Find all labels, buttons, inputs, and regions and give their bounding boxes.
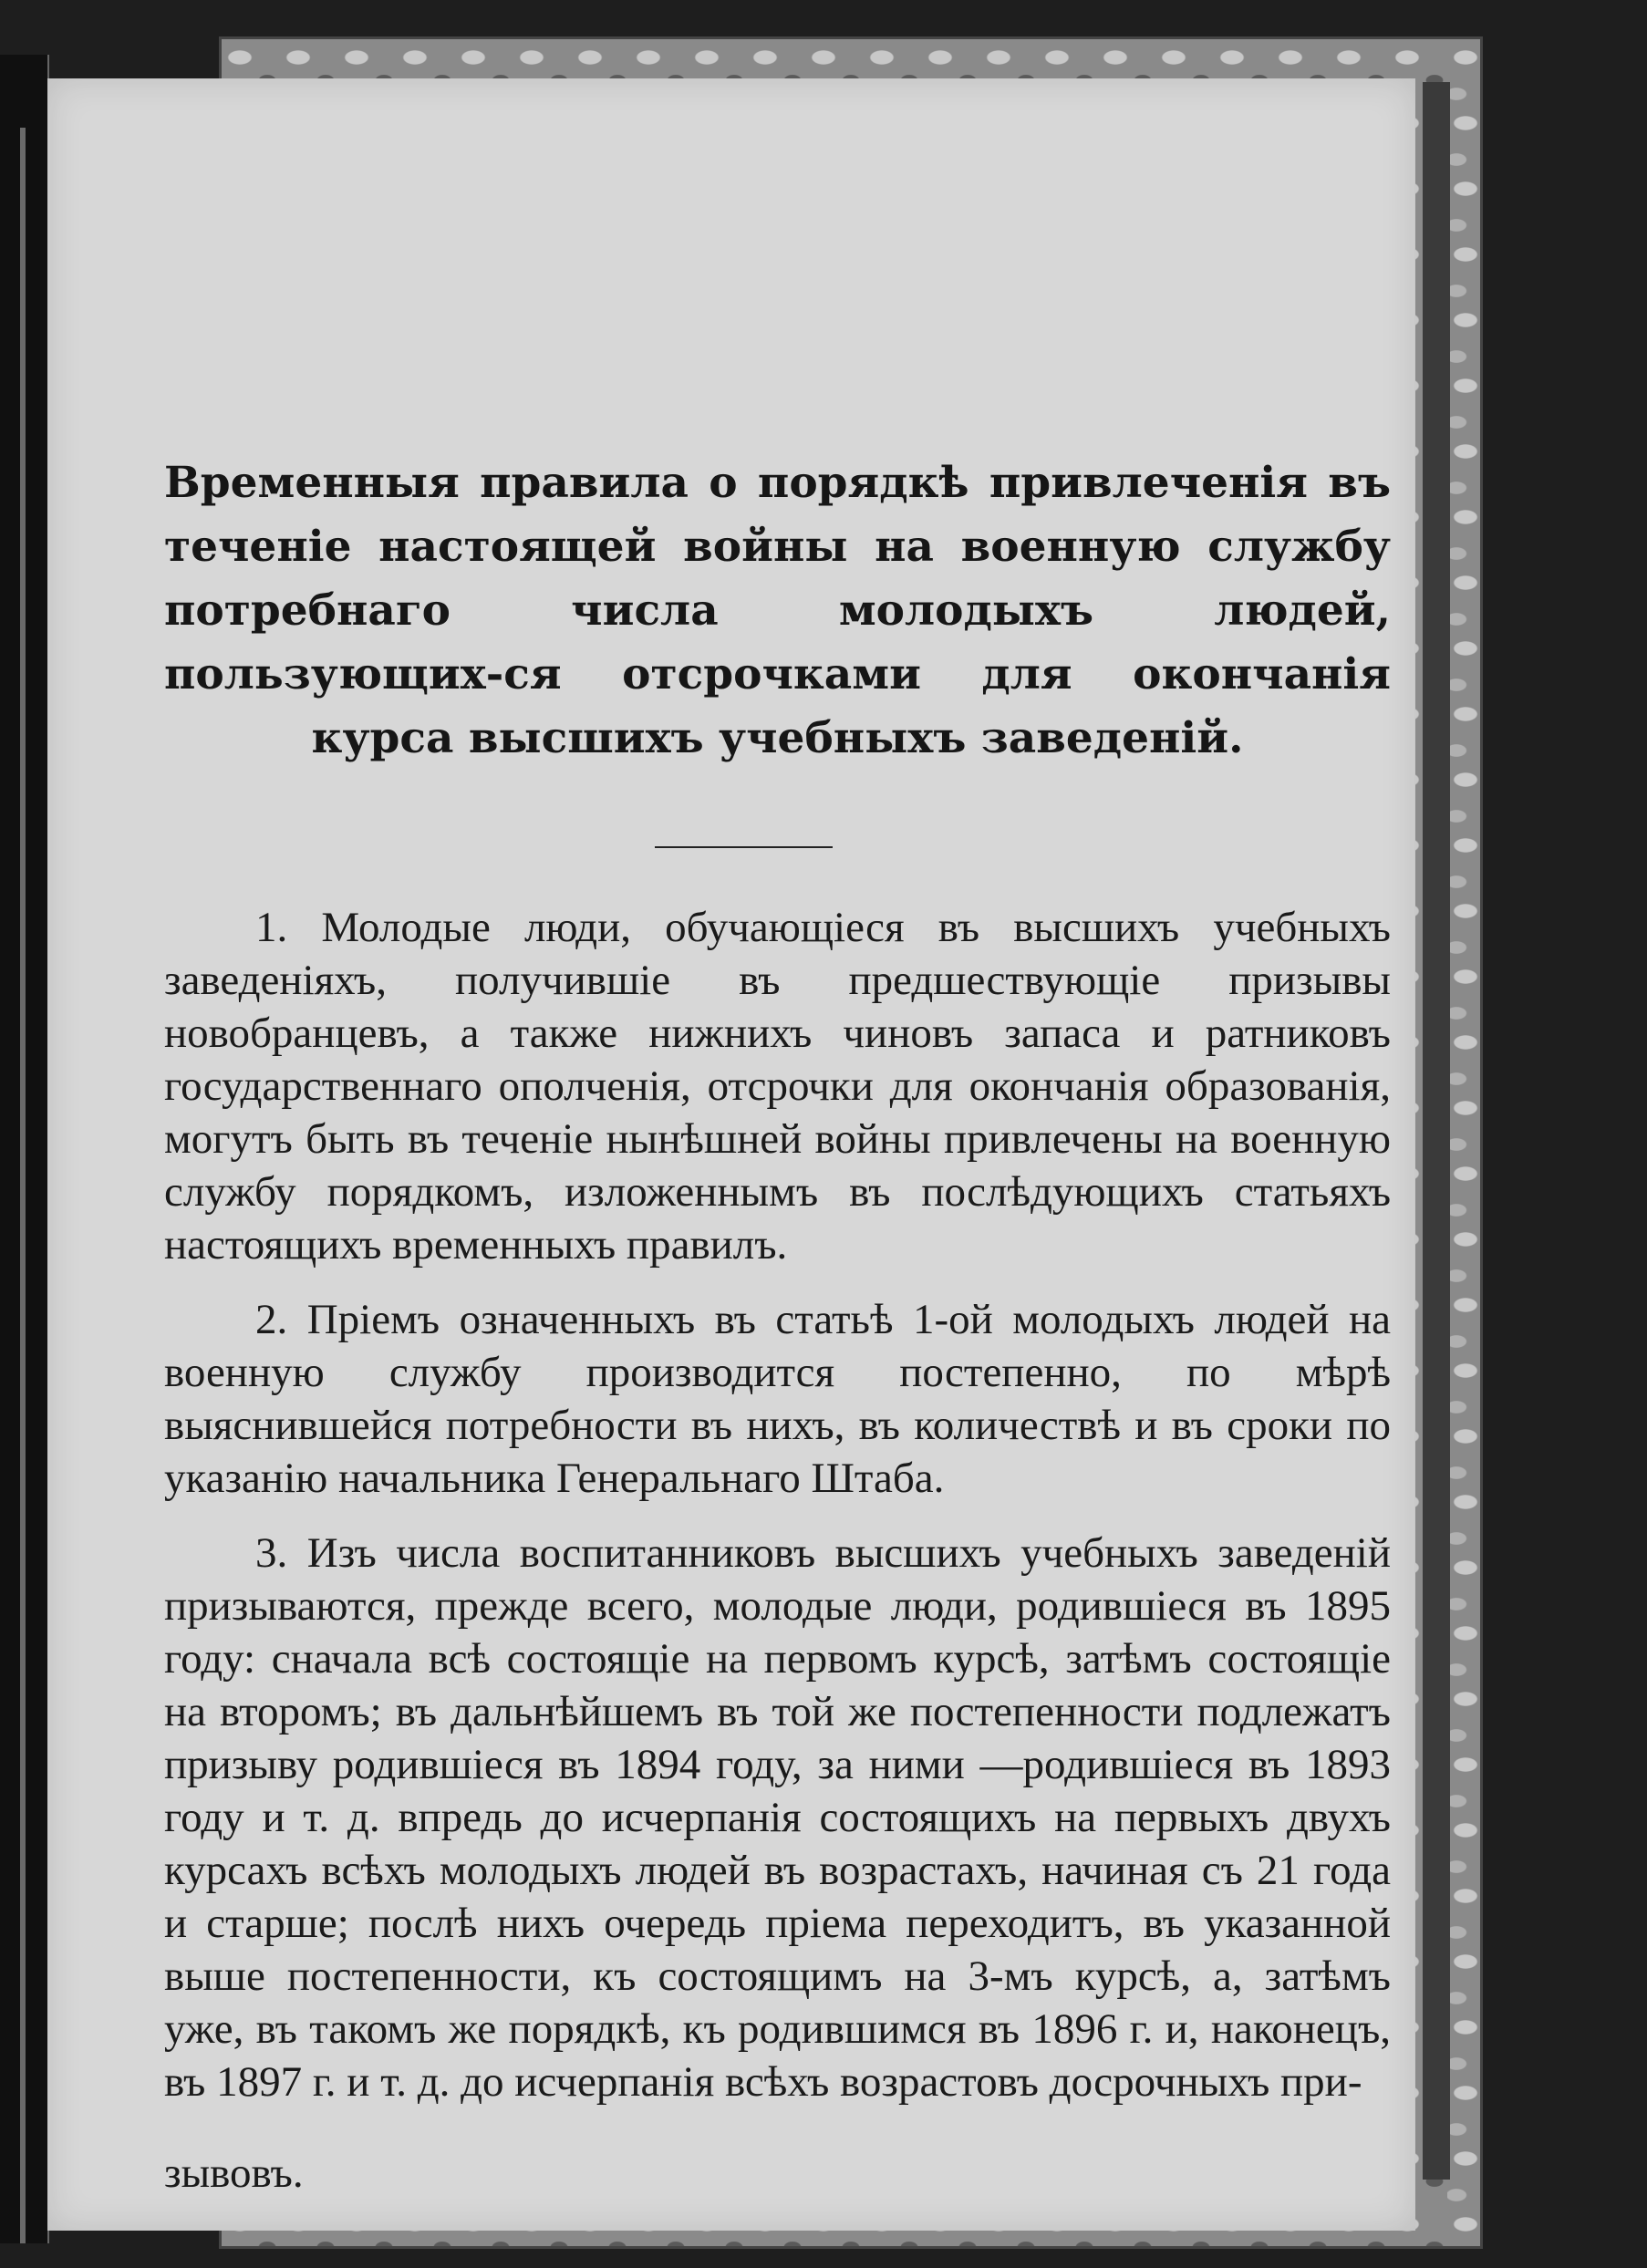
title-divider <box>655 846 833 848</box>
document-title: Временныя правила о порядкѣ привлеченія въ теченіе настоящей войны на военную службу потребнаго числа молодыхъ людей, пользующих-ся отсрочками для окончанія курса высшихъ учебныхъ заведеній. <box>164 458 1391 763</box>
previous-page-edge-line <box>20 128 26 2243</box>
cut-off-text: зывовъ. <box>164 2154 304 2190</box>
document-body <box>164 901 1391 2130</box>
paragraph-3: 3. Изъ числа воспитанниковъ высшихъ учебныхъ заведеній призываются, прежде всего, молодые люди, родившіеся въ 1895 году: сначала всѣ состоящіе на первомъ курсѣ, затѣмъ состоящіе на второмъ; въ дальнѣйшемъ въ той же постепенности подлежатъ призыву родившіеся въ 1894 году, за ними —родившіеся въ 1893 году и т. д. впредь до исчерпанія состоящихъ на первыхъ двухъ курсахъ всѣхъ молодыхъ людей въ возрастахъ, начиная съ 21 года и старше; послѣ нихъ очередь пріема переходитъ, въ указанной выше постепенности, къ состоящимъ на 3-мъ курсѣ, а, затѣмъ уже, въ такомъ же порядкѣ, къ родившимся въ 1896 г. и, наконецъ, въ 1897 г. и т. д. до исчерпанія всѣхъ возрастовъ досрочныхъ при- <box>164 1529 1391 2106</box>
paragraph-1: 1. Молодые люди, обучающіеся въ высшихъ учебныхъ заведеніяхъ, получившіе въ предшествующіе призывы новобранцевъ, а также нижнихъ чиновъ запаса и ратниковъ государственнаго ополченія, отсрочки для окончанія образованія, могутъ быть въ теченіе нынѣшней войны привлечены на военную службу порядкомъ, изложеннымъ въ послѣдующихъ статьяхъ настоящихъ временныхъ правилъ. <box>164 904 1391 1269</box>
paragraph-2: 2. Пріемъ означенныхъ въ статьѣ 1-ой молодыхъ людей на военную службу производится постепенно, по мѣрѣ выяснившейся потребности въ нихъ, въ количествѣ и въ сроки по указанію начальника Генеральнаго Штаба. <box>164 1296 1391 1502</box>
cut-off-line <box>164 2154 438 2190</box>
previous-page-edge <box>0 55 49 2243</box>
cover-edge <box>1423 82 1450 2180</box>
